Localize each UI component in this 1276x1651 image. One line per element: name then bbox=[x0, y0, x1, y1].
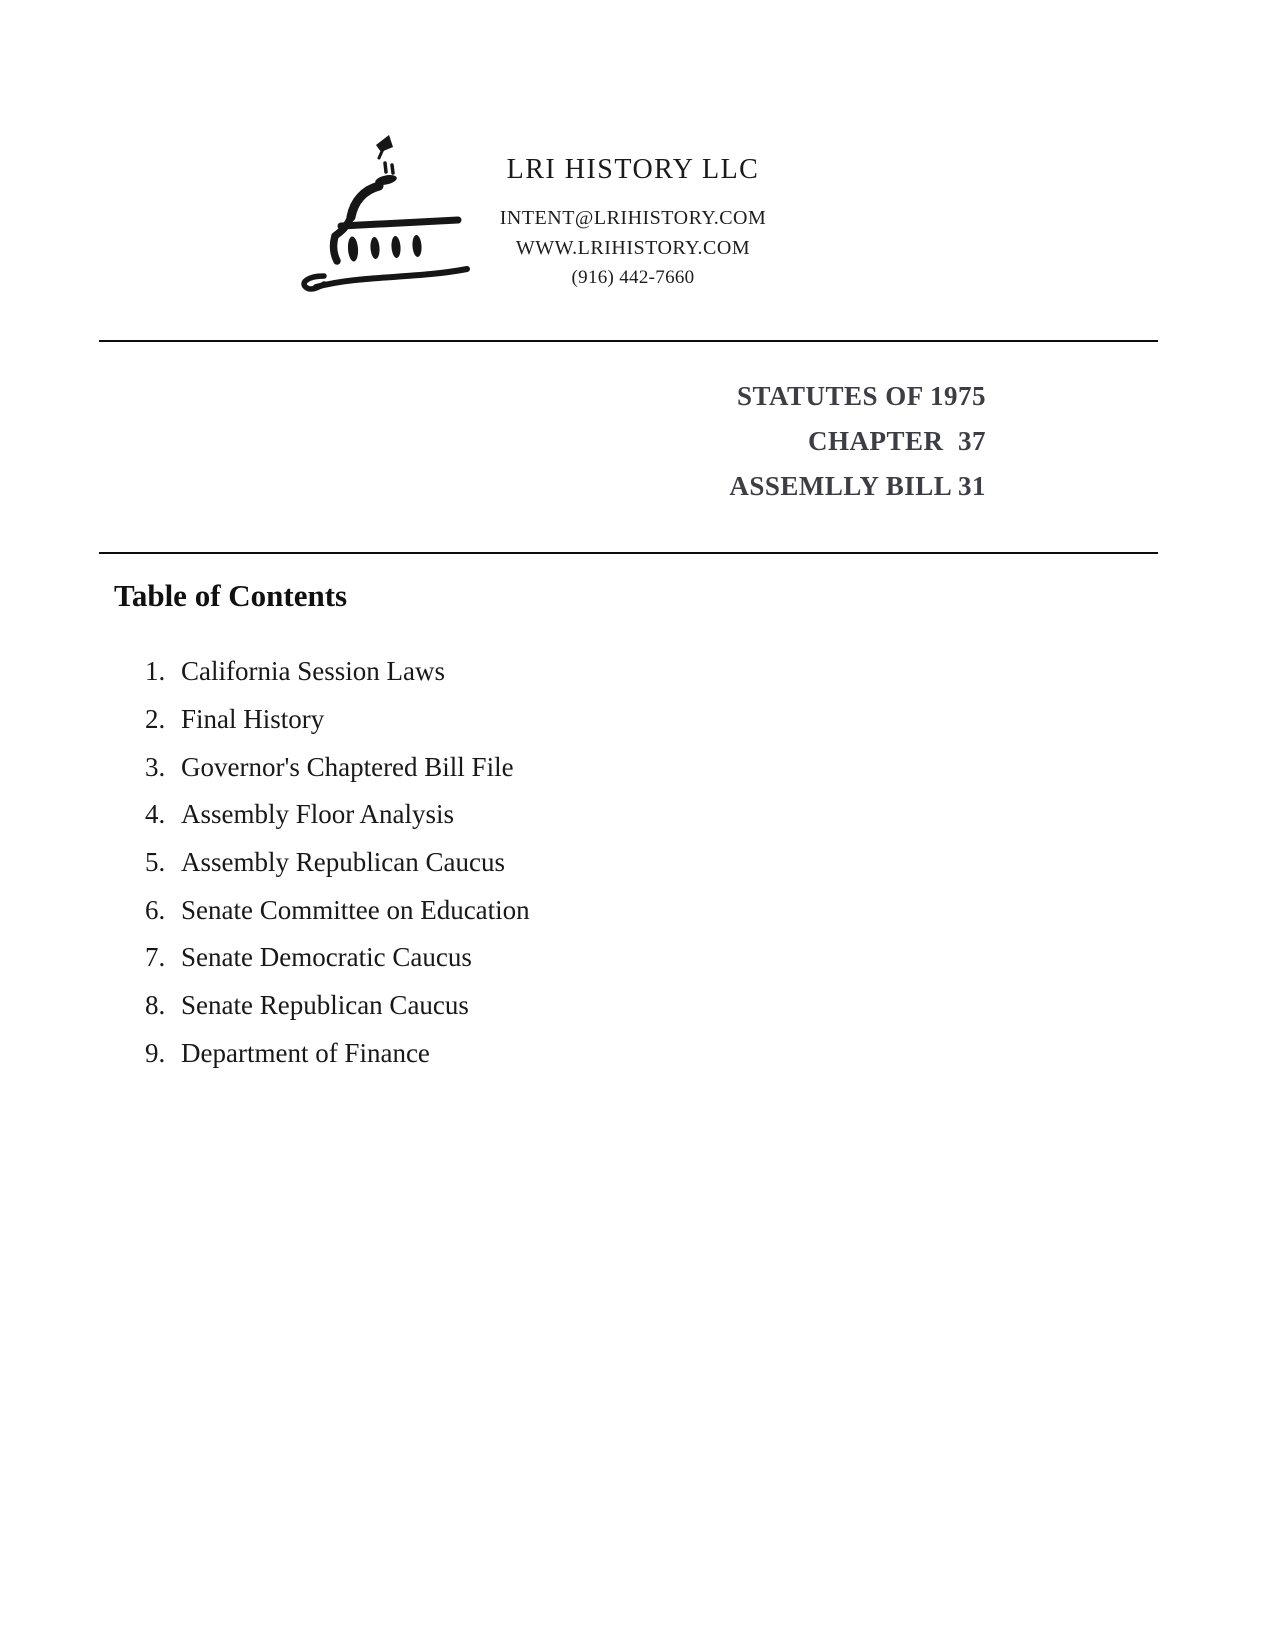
toc-item-label: Department of Finance bbox=[181, 1037, 430, 1068]
toc-item-number: 5. bbox=[145, 847, 166, 878]
toc-item-label: Assembly Republican Caucus bbox=[181, 847, 505, 878]
toc-item bbox=[145, 743, 530, 791]
toc-item-number: 6. bbox=[145, 894, 166, 925]
chapter-line: CHAPTER 37 bbox=[807, 426, 986, 456]
toc-item bbox=[145, 982, 530, 1030]
toc-item bbox=[145, 839, 530, 887]
toc-item bbox=[145, 696, 530, 744]
toc-item bbox=[145, 886, 530, 934]
toc-item bbox=[145, 648, 530, 696]
company-website: WWW.LRIHISTORY.COM bbox=[515, 237, 751, 259]
company-phone: (916) 442-7660 bbox=[571, 267, 695, 288]
toc-item-number: 1. bbox=[145, 656, 166, 687]
toc-item-number: 7. bbox=[145, 942, 166, 973]
toc-item-label: Senate Republican Caucus bbox=[181, 990, 469, 1021]
toc-item-label: Senate Democratic Caucus bbox=[181, 942, 472, 973]
toc-item-number: 9. bbox=[145, 1037, 166, 1068]
bill-line: ASSEMLLY BILL 31 bbox=[729, 471, 986, 501]
horizontal-rule-top bbox=[99, 340, 1158, 342]
letterhead bbox=[433, 149, 833, 293]
toc-item bbox=[145, 1030, 530, 1078]
toc-item-label: Senate Committee on Education bbox=[181, 894, 530, 925]
toc-item-number: 8. bbox=[145, 990, 166, 1021]
company-name: LRI HISTORY LLC bbox=[506, 154, 760, 185]
document-title-block bbox=[729, 374, 986, 509]
toc-item-label: California Session Laws bbox=[181, 656, 445, 687]
toc-item bbox=[145, 791, 530, 839]
horizontal-rule-bottom bbox=[99, 552, 1158, 554]
toc-item-number: 3. bbox=[145, 751, 166, 782]
toc-item-label: Assembly Floor Analysis bbox=[181, 799, 455, 830]
toc-list bbox=[145, 648, 530, 1077]
toc-item-number: 4. bbox=[145, 799, 166, 830]
company-email: INTENT@LRIHISTORY.COM bbox=[499, 207, 767, 229]
toc-heading: Table of Contents bbox=[114, 578, 348, 613]
toc-item-label: Final History bbox=[181, 704, 325, 735]
toc-item-label: Governor's Chaptered Bill File bbox=[181, 751, 514, 782]
toc-item bbox=[145, 934, 530, 982]
toc-item-number: 2. bbox=[145, 704, 166, 735]
statutes-line: STATUTES OF 1975 bbox=[736, 381, 986, 411]
